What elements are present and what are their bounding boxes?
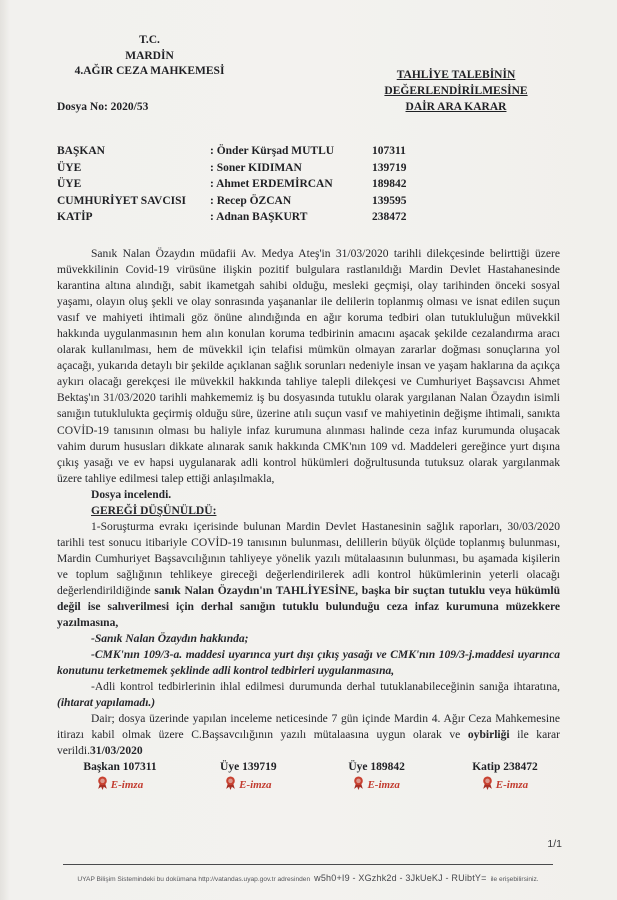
roster-name: : Recep ÖZCAN [210, 194, 292, 207]
signatory-title: Üye 139719 [220, 761, 277, 773]
e-signature-label: E-imza [239, 778, 272, 791]
roster-registry-number: 238472 [372, 211, 407, 224]
decision-date: 31/03/2020 [90, 745, 143, 758]
uyap-verification-code: w5h0+I9 - XGzhk2d - 3JkUeKJ - RUibtY= [314, 873, 487, 883]
roster-row-president [57, 143, 517, 160]
closing-text-1: Dair; dosya üzerinde yapılan inceleme neticesinde 7 gün içinde Mardin 4. Ağır Ceza Mahkemesine itirazı kabil olmak üzere C.Başsavcılığının yazılı mütalaasına uygun olarak ve [57, 713, 560, 742]
seal-ribbon-icon [225, 776, 236, 793]
court-city: MARDİN [125, 49, 174, 62]
e-signature-label: E-imza [110, 778, 144, 791]
petition-summary-paragraph: Sanık Nalan Özaydın müdafii Av. Medya Ateş'in 31/03/2020 tarihli dilekçesinde belirttiği üzere müvekkilinin Covid-19 virüsüne ilişkin pozitif bulgulara rastlanıldığı Mardin Devlet Hastahanesinde karantina altına alındığı, sabit ikametgah sahibi olduğu, mesleki geçmişi, olay tarihinden önceki sosyal yaşamı, olayın oluş şekli ve olay sonrasında yaşananlar ile delilerin toplanmış olması ve isnat edilen suçun vasıf ve mahiyeti ihtimali göz önüne alındığında en ağır koruma tedbiri olan tutukluluğun müvekkil hakkında uygulanmasının hem alın konulan koruma tedbirinin amacını aşacak şekilde cezalandırma aracı olarak kullanılması, hem de müvekkil için telafisi mümkün olmayan zararlar doğması sonuçlarına yol açacağı, yukarıda detaylı bir şekilde açıklanan sağlık sorunları nedeniyle insan ve yaşam haklarına da açıkça aykırı olacağı gerekçesi ile müvekkil hakkında tahliye talepli dilekçesi ve Cumhuriyet Başsavcısı Ahmet Bektaş'ın 31/03/2020 tarihli mahkememiz iş bu dosyasında tutuklu olarak yargılanan Nalan Özaydın isimli sanığın tutuklulukta geçirmiş olduğu süre, üzerine atılı suçun vasıf ve mahiyetinin değişme ihtimali, sanıkta COVİD-19 tanısının olması bu haliyle infaz kurumuna alınması halinde ceza infaz kurumunda oluşacak vahim durum hususları dikkate alınarak sanık hakkında CMK'nın 109 vd. Maddeleri gereğince yurt dışına çıkış yasağı ve ev hapsi uygulanarak adli kontrol hükümleri doğrultusunda tutuksuz olarak yargılanmak üzere tahliye edilmesi talep ettiği anlaşılmakla, [57, 248, 560, 485]
roster-name: : Soner KIDIMAN [210, 161, 302, 174]
e-signature-stamp [327, 776, 427, 793]
decision-title [366, 67, 546, 115]
signature-member1 [198, 761, 298, 793]
e-signature-stamp [198, 776, 298, 793]
roster-name: : Önder Kürşad MUTLU [210, 145, 335, 157]
roster-name: : Ahmet ERDEMİRCAN [210, 178, 333, 191]
case-file-number: Dosya No: 2020/53 [57, 101, 149, 113]
signature-member2 [327, 761, 427, 793]
roster-registry-number: 139595 [372, 194, 407, 207]
decision-title-line1: TAHLİYE TALEBİNİN [396, 69, 516, 81]
decision-paragraph-1 [57, 519, 560, 631]
closing-text-2: ile karar verildi. [57, 729, 561, 758]
closing-paragraph [57, 711, 560, 759]
court-name: 4.AĞIR CEZA MAHKEMESİ [74, 65, 225, 77]
roster-label: ÜYE [57, 178, 82, 191]
court-name-block [57, 33, 242, 80]
seal-ribbon-icon [482, 776, 493, 793]
unanimity-bold: oybirliği [467, 729, 510, 742]
decision-body [57, 246, 560, 760]
roster-label: CUMHURİYET SAVCISI [57, 194, 186, 207]
roster-name: : Adnan BAŞKURT [210, 211, 308, 224]
roster-row-prosecutor [57, 193, 517, 210]
e-signature-label: E-imza [367, 778, 400, 791]
decision-title-line3: DAİR ARA KARAR [405, 101, 507, 113]
judicial-control-clause: -CMK'nın 109/3-a. maddesi uyarınca yurt dışı çıkış yasağı ve CMK'nın 109/3-j.maddesi uyarınca konutunu terketmemek şeklinde adli kontrol tedbirleri uygulanmasına, [57, 649, 560, 678]
roster-label: KATİP [57, 211, 93, 224]
e-signature-label: E-imza [495, 778, 529, 791]
decision-paragraph-1-normal: 1-Soruşturma evrakı içerisinde bulunan Mardin Devlet Hastanesinin sağlık raporları, 30/03/2020 tarihli test sonucu itibariyle COVİD-19 tanısının bulunması, delillerin büyük ölçüde toplanmış bulunması, Mardin Cumhuriyet Başsavcılığının tahliyeye yönelik yazılı mütalaasının bulunması, bu aşamada kişilerin ve toplum sağlığının tehlikeye gireceği değerlendirilerek adli kontrol hükümlerinin yeterli olacağı değerlendirildiğinde [57, 520, 560, 597]
roster-label: ÜYE [57, 161, 82, 174]
signature-block [70, 761, 555, 793]
court-panel-roster [57, 143, 517, 226]
seal-ribbon-icon [97, 776, 108, 793]
signatory-title: Katip 238472 [472, 761, 538, 773]
republic-abbrev: T.C. [139, 34, 160, 46]
uyap-footer-suffix: ile erişebilirsiniz. [490, 876, 539, 883]
e-signature-stamp [70, 776, 170, 793]
signatory-title: Başkan 107311 [83, 761, 157, 773]
roster-registry-number: 107311 [372, 145, 406, 157]
consideration-heading: GEREĞİ DÜŞÜNÜLDÜ: [91, 504, 217, 517]
signature-president [70, 761, 170, 793]
roster-label: BAŞKAN [57, 145, 105, 157]
signatory-title: Üye 189842 [348, 761, 405, 773]
release-order-bold: sanık Nalan Özaydın'ın TAHLİYESİNE, başka bir suçtan tutuklu veya hükümlü değil ise salıverilmesi için derhal sanığın tutuklu bulunduğu ceza infaz kurumuna müzekkere yazılmasına, [57, 584, 560, 630]
seal-ribbon-icon [353, 776, 364, 793]
warning-not-given-note: (ihtarat yapılamadı.) [57, 697, 156, 710]
uyap-footer-prefix: UYAP Bilişim Sistemindeki bu dokümana http://vatandas.uyap.gov.tr adresinden [77, 876, 311, 883]
uyap-footer [63, 864, 553, 886]
roster-registry-number: 189842 [372, 178, 407, 191]
roster-row-clerk [57, 209, 517, 226]
roster-registry-number: 139719 [372, 161, 407, 174]
file-examined-line: Dosya incelendi. [91, 488, 172, 501]
defendant-clause-line: -Sanık Nalan Özaydın hakkında; [91, 633, 249, 646]
page-number: 1/1 [547, 838, 562, 850]
roster-row-member2 [57, 176, 517, 193]
roster-row-member1 [57, 160, 517, 177]
warning-text: -Adli kontrol tedbirlerinin ihlal edilmesi durumunda derhal tutuklanabileceğinin sanığa ihtaratına, [91, 681, 560, 694]
signature-clerk [455, 761, 555, 793]
e-signature-stamp [455, 776, 555, 793]
warning-paragraph [57, 679, 560, 711]
decision-title-line2: DEĞERLENDİRİLMESİNE [384, 85, 528, 97]
